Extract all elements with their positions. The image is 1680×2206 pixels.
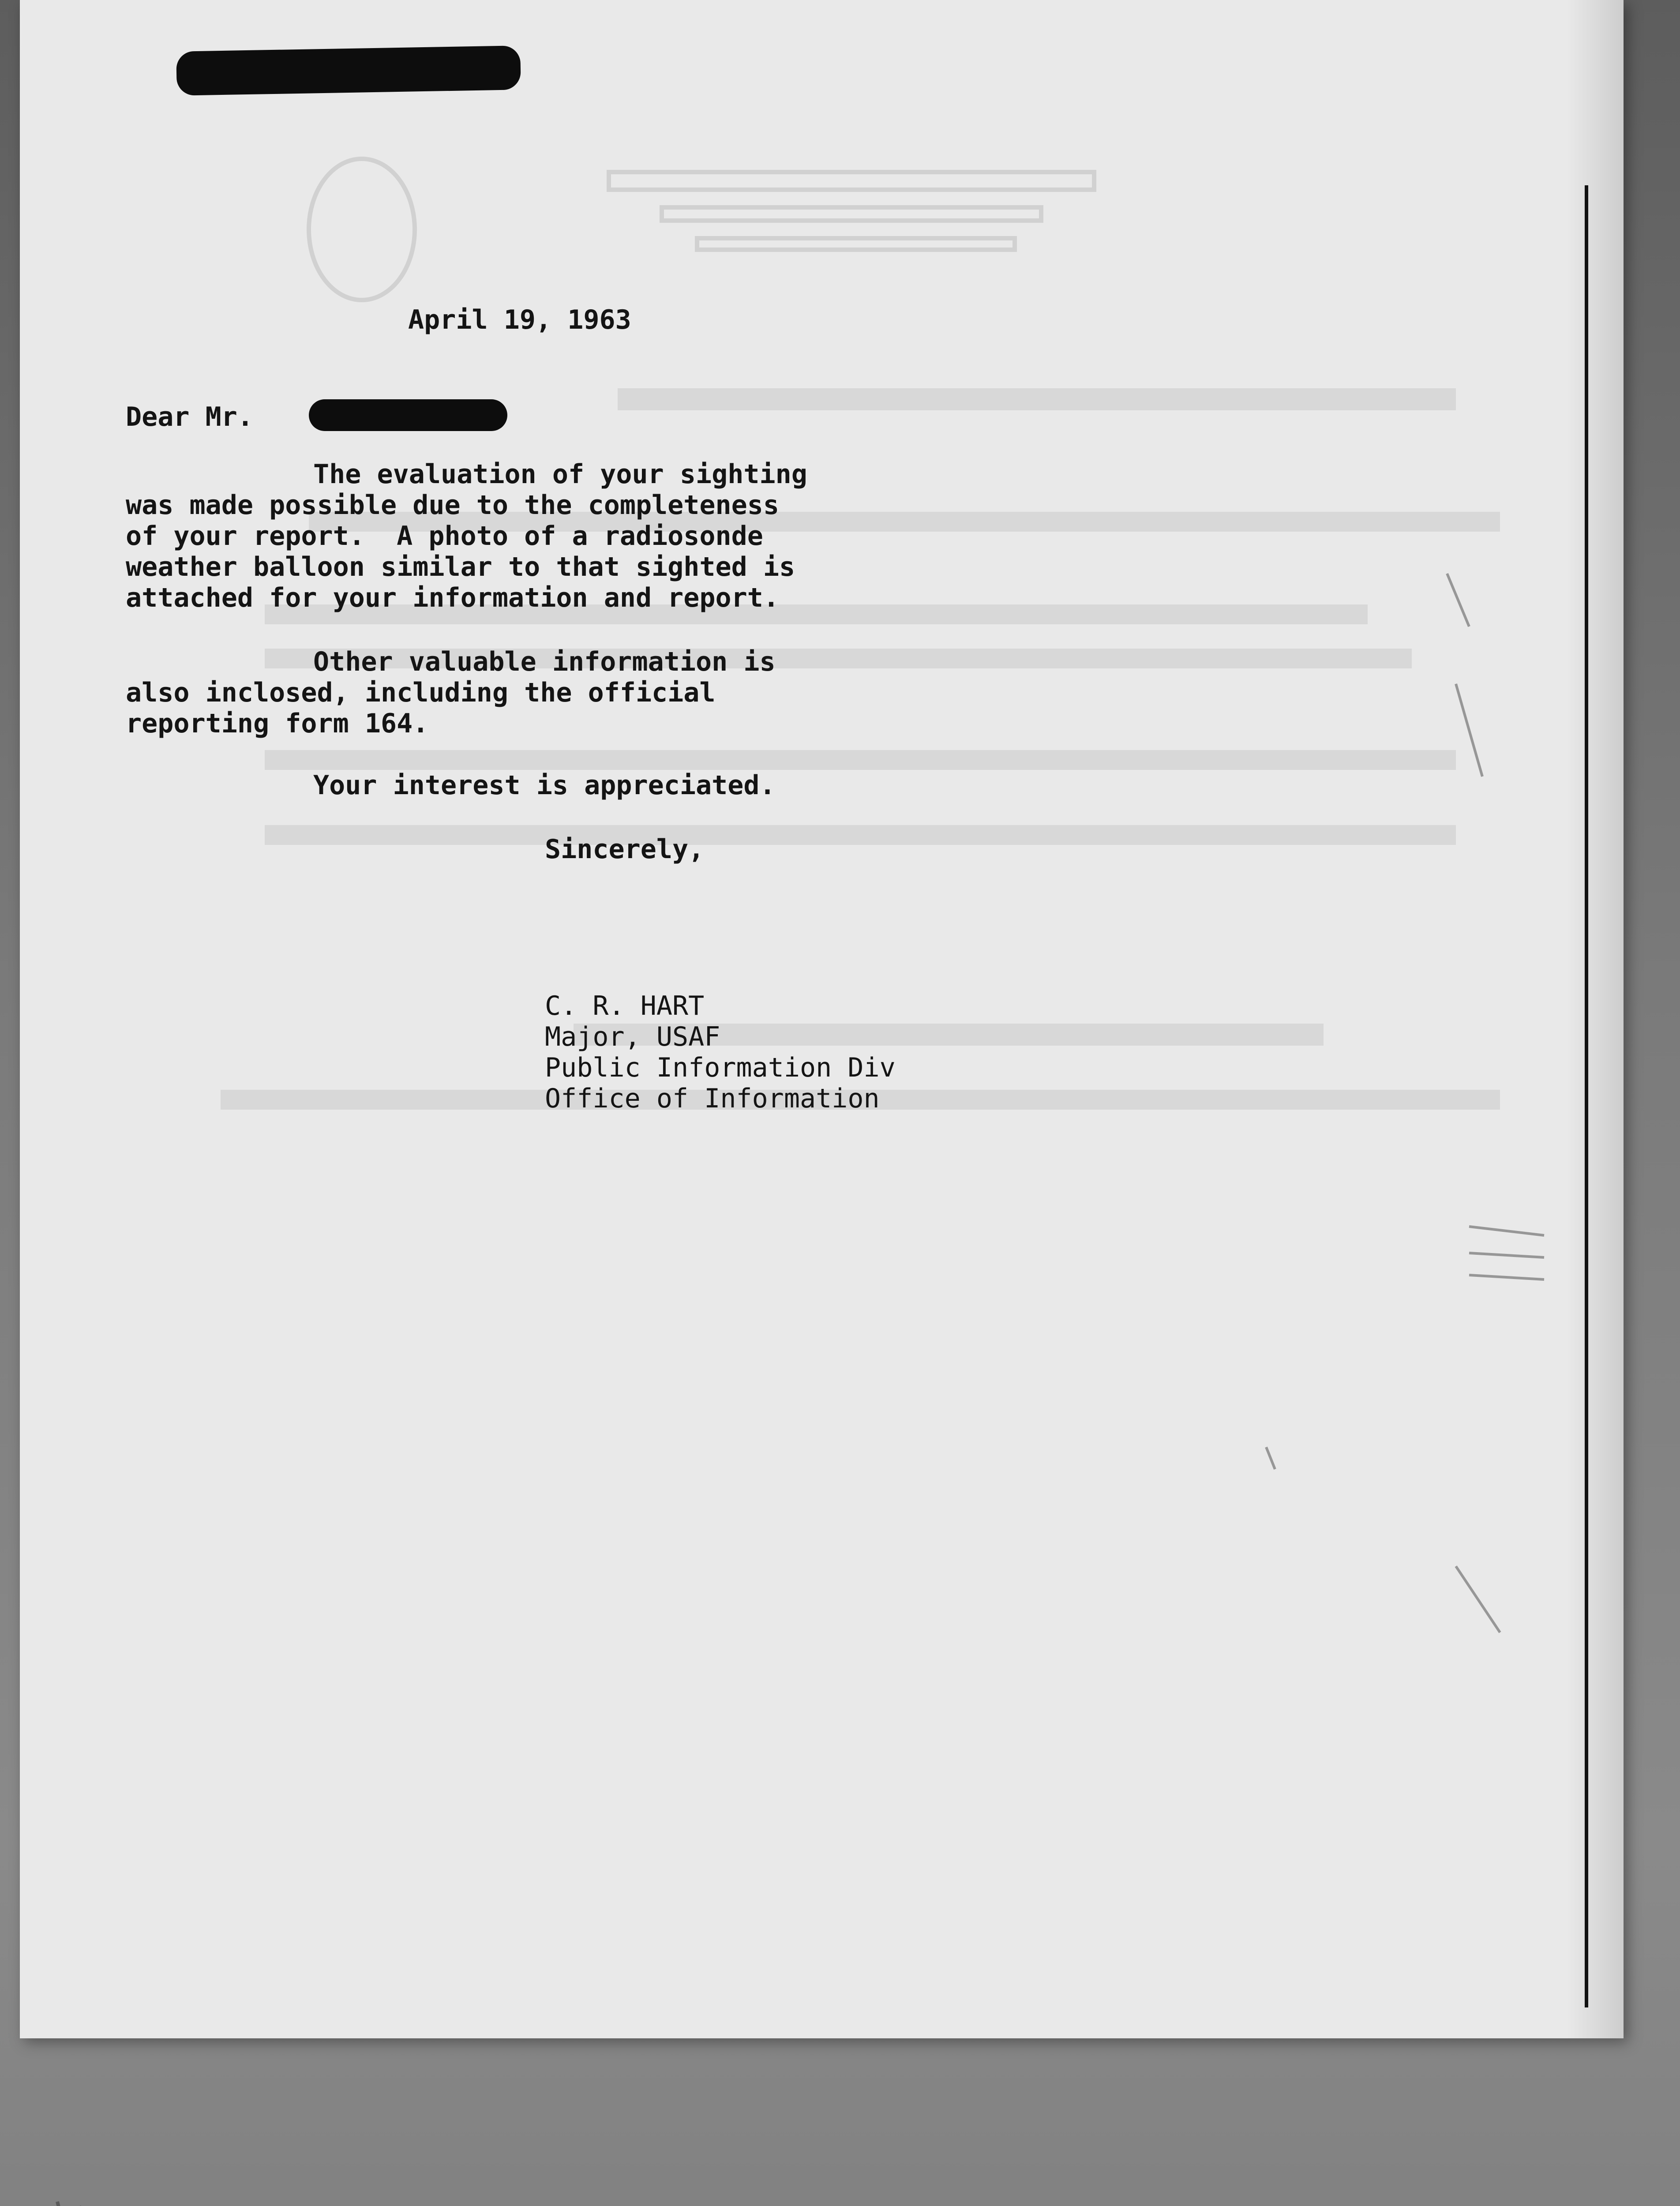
scratch-1 xyxy=(1447,574,1469,627)
signature-name: C. R. HART xyxy=(545,990,705,1021)
paragraph-2-line-3: reporting form 164. xyxy=(126,708,429,739)
scratch-3 xyxy=(1469,1227,1544,1235)
paragraph-1-line-3: of your report. A photo of a radiosonde xyxy=(126,521,763,552)
letter-date: April 19, 1963 xyxy=(408,304,631,335)
bleed-letterhead-bar-2 xyxy=(662,207,1041,221)
signature-office: Office of Information xyxy=(545,1083,880,1114)
paragraph-2-line-1: Other valuable information is xyxy=(313,646,776,677)
edge-mark-1 xyxy=(57,2202,88,2206)
bleed-text-line-5 xyxy=(265,750,1456,770)
bleed-text-line-1 xyxy=(618,388,1456,410)
paragraph-3: Your interest is appreciated. xyxy=(313,770,776,801)
scratch-7 xyxy=(1266,1447,1275,1469)
salutation: Dear Mr. xyxy=(126,401,253,432)
bleed-letterhead-bar-1 xyxy=(609,172,1094,190)
redaction-bar-header xyxy=(176,45,521,96)
paragraph-1-line-1: The evaluation of your sighting xyxy=(313,459,807,490)
scratch-4 xyxy=(1469,1253,1544,1257)
scratch-2 xyxy=(1456,684,1482,777)
paragraph-1-line-5: attached for your information and report. xyxy=(126,582,780,613)
signature-division: Public Information Div xyxy=(545,1052,896,1083)
bleed-letterhead-bar-3 xyxy=(697,238,1015,250)
redaction-bar-name xyxy=(309,399,507,431)
bleed-text-line-6 xyxy=(265,825,1456,845)
closing: Sincerely, xyxy=(545,834,705,865)
scratch-5 xyxy=(1469,1275,1544,1279)
paragraph-2-line-2: also inclosed, including the official xyxy=(126,677,716,708)
bleed-seal xyxy=(309,159,415,300)
scratch-6 xyxy=(1456,1566,1500,1632)
paragraph-1-line-4: weather balloon similar to that sighted is xyxy=(126,552,795,582)
paragraph-1-line-2: was made possible due to the completeness xyxy=(126,490,780,521)
signature-rank: Major, USAF xyxy=(545,1021,720,1052)
